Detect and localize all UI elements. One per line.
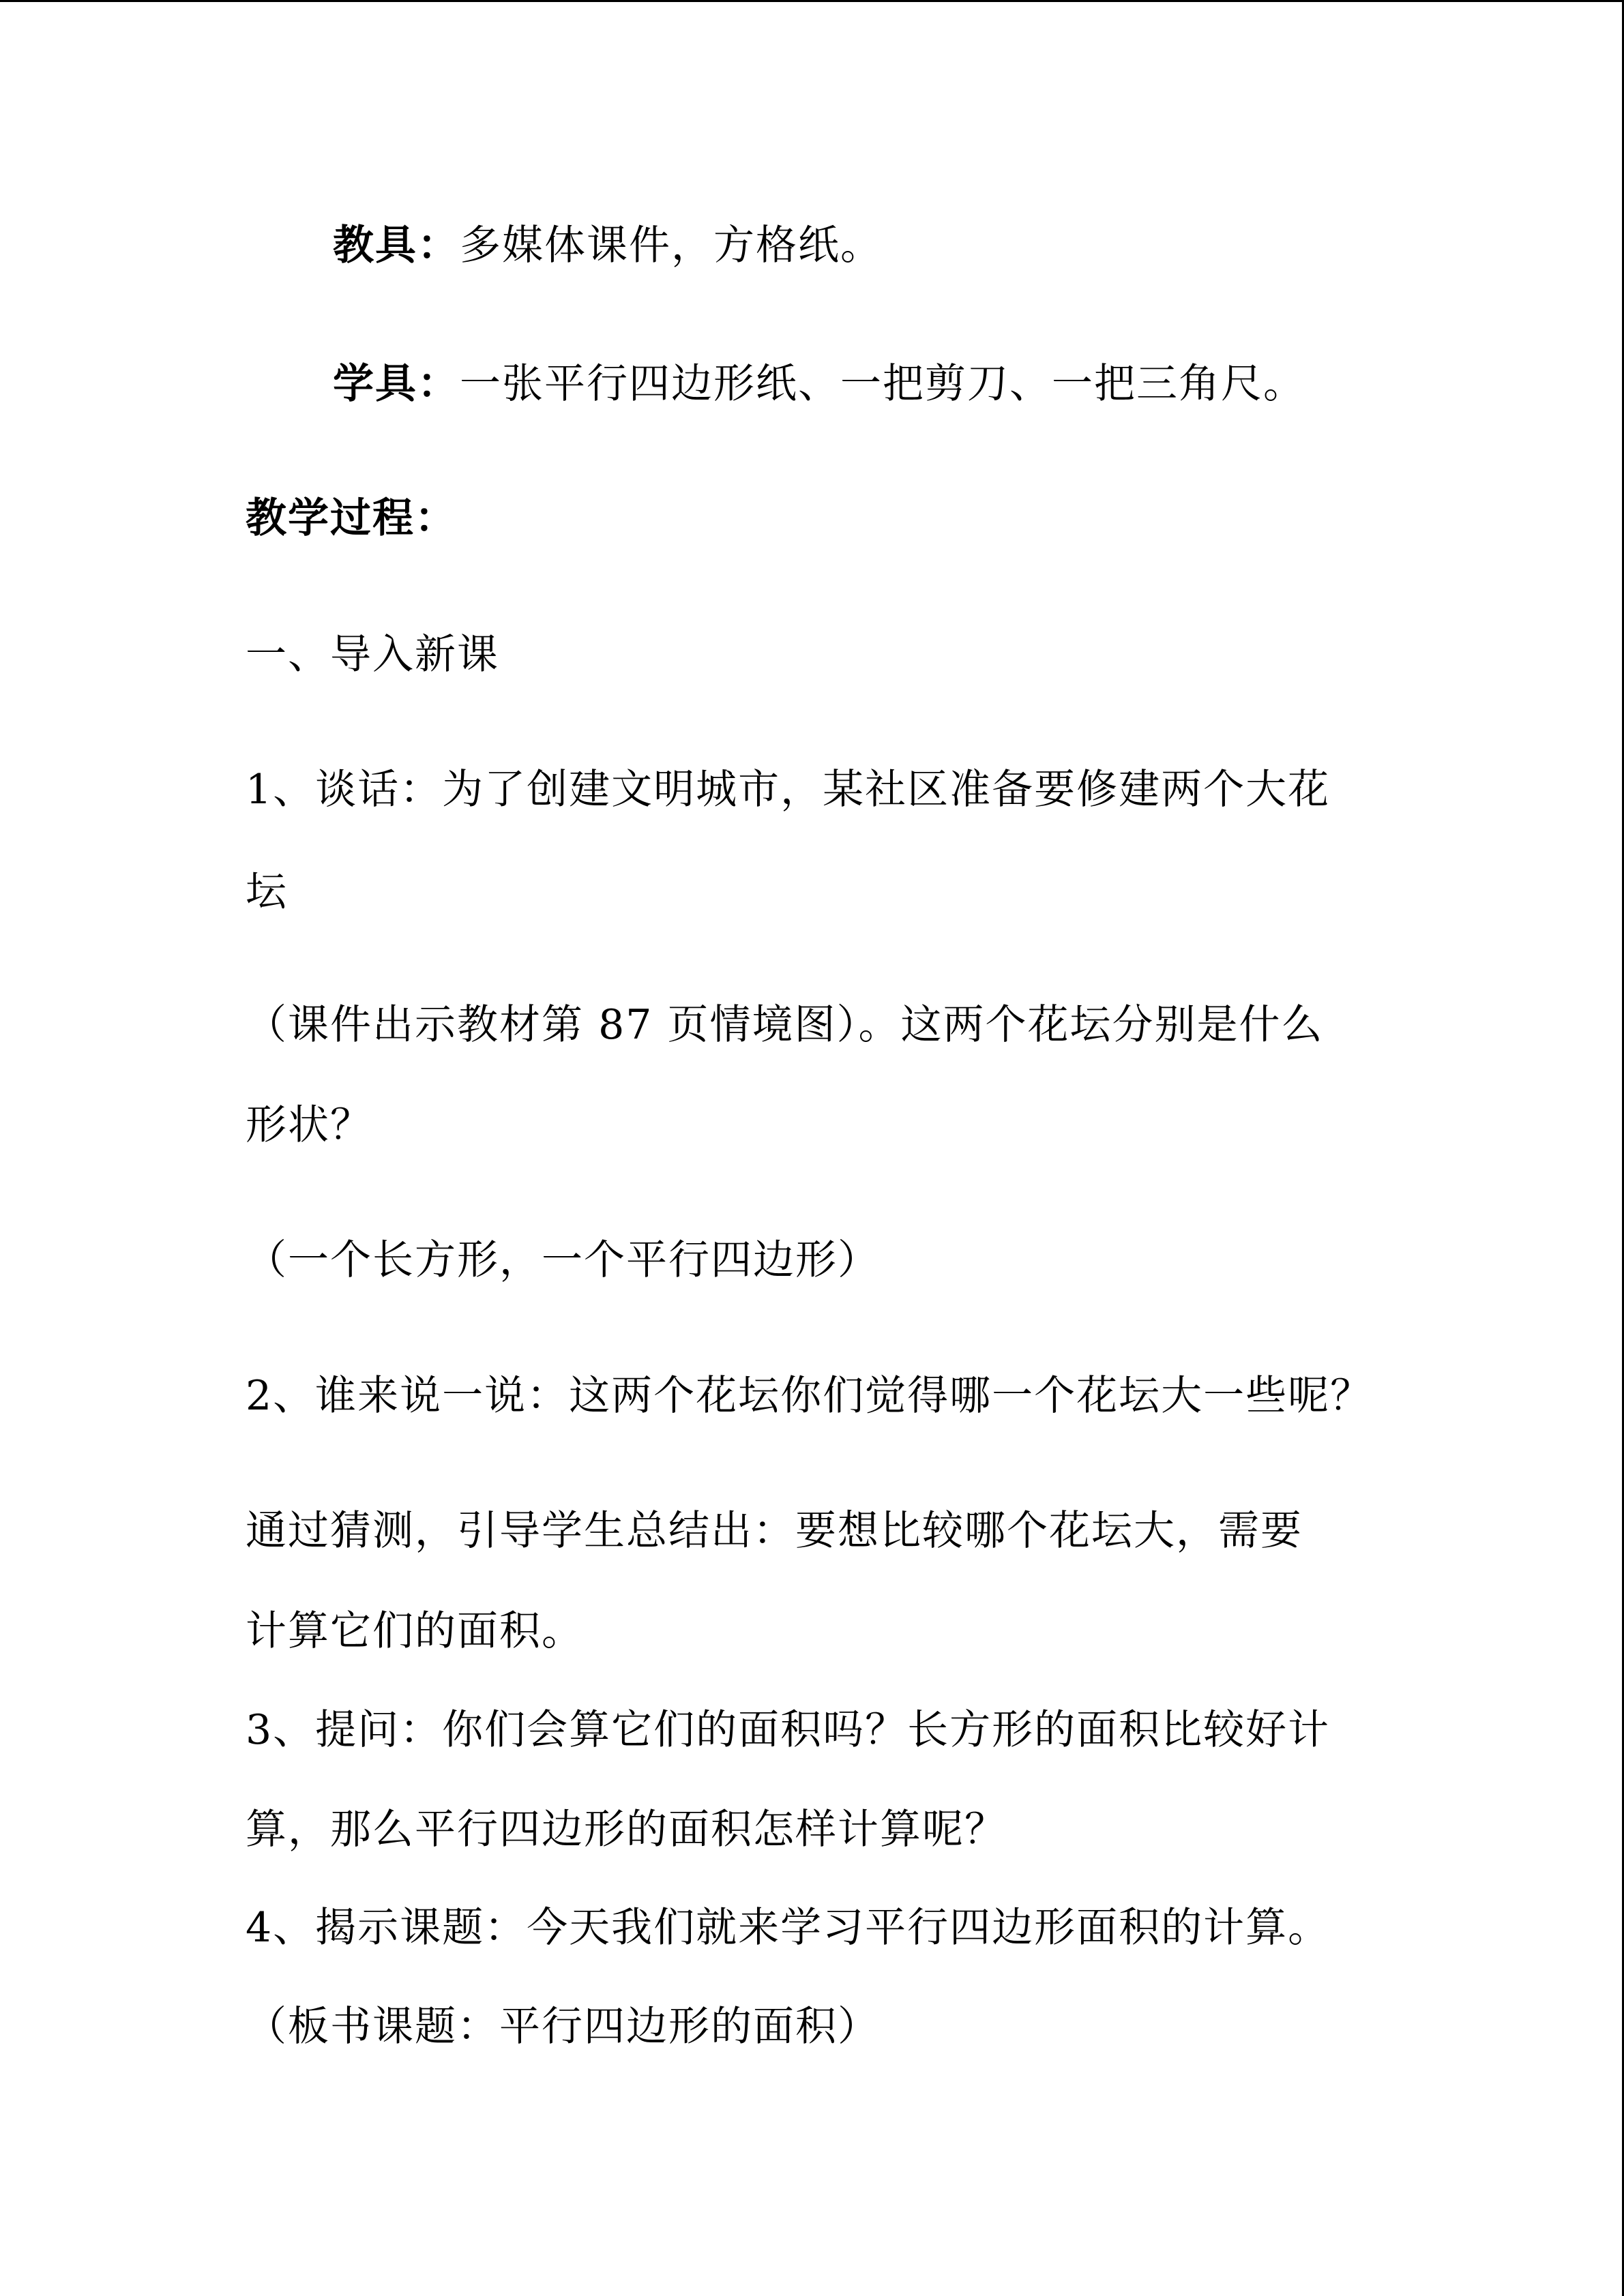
student-tools-label: 学具： <box>333 360 460 408</box>
teaching-tools-label: 教具： <box>333 222 460 269</box>
paragraph-line: 1、谈话：为了创建文明城市，某社区准备要修建两个大花 <box>246 766 1331 814</box>
student-tools-text: 一张平行四边形纸、一把剪刀、一把三角尺。 <box>460 360 1305 408</box>
paragraph-line: 2、谁来说一说：这两个花坛你们觉得哪一个花坛大一些呢？ <box>246 1372 1373 1420</box>
paragraph-line: 通过猜测，引导学生总结出：要想比较哪个花坛大，需要 <box>246 1507 1303 1555</box>
student-tools-line <box>333 357 1305 411</box>
paragraph-line: 3、提问：你们会算它们的面积吗？长方形的面积比较好计 <box>246 1706 1331 1754</box>
paragraph-line: （课件出示教材第 87 页情境图）。这两个花坛分别是什么 <box>246 1001 1324 1049</box>
paragraph-line: 算，那么平行四边形的面积怎样计算呢？ <box>246 1806 1007 1853</box>
page-top-border <box>0 0 1624 2</box>
teaching-tools-text: 多媒体课件，方格纸。 <box>460 222 883 269</box>
paragraph-line: （板书课题：平行四边形的面积） <box>246 2003 880 2051</box>
section-title: 一、导入新课 <box>246 631 499 679</box>
paragraph-line: （一个长方形，一个平行四边形） <box>246 1236 880 1284</box>
teaching-tools-line <box>333 218 883 273</box>
process-heading: 教学过程： <box>246 494 457 542</box>
paragraph-line: 4、揭示课题：今天我们就来学习平行四边形面积的计算。 <box>246 1904 1331 1952</box>
paragraph-line: 计算它们的面积。 <box>246 1607 584 1655</box>
paragraph-line: 形状？ <box>246 1101 372 1149</box>
paragraph-line: 坛 <box>246 868 288 916</box>
